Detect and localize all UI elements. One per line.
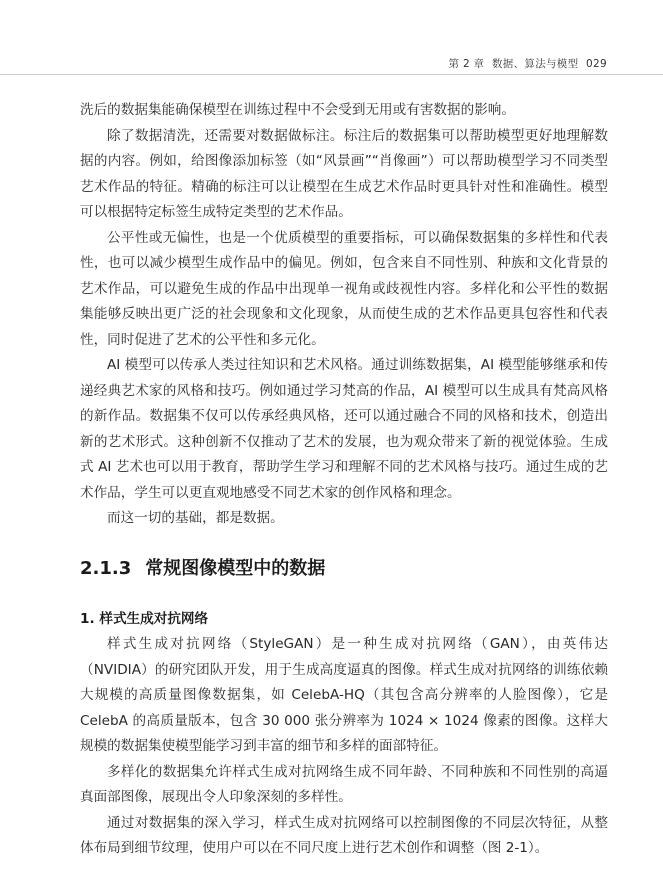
- subsection-heading: 1. 样式生成对抗网络: [80, 610, 209, 627]
- paragraph-control: 通过对数据集的深入学习，样式生成对抗网络可以控制图像的不同层次特征，从整体布局到细节纹理，使用户可以在不同尺度上进行艺术创作和调整（图 2-1）。: [80, 814, 608, 856]
- section-heading: [80, 555, 608, 583]
- paragraph-continued: 洗后的数据集能确保模型在训练过程中不会受到无用或有害数据的影响。: [80, 102, 515, 118]
- running-header: [445, 56, 608, 71]
- chapter-label: 第 2 章: [448, 58, 485, 70]
- page-body: [80, 98, 608, 862]
- section-number: 2.1.3: [80, 557, 132, 579]
- paragraph-style-inheritance: AI 模型可以传承人类过往知识和艺术风格。通过训练数据集，AI 模型能够继承和传递经典艺术家的风格和技巧。例如通过学习梵高的作品，AI 模型可以生成具有梵高风格的新作品。数据集不仅可以传承经典风格，还可以通过融合不同的风格和技术，创造出新的艺术形式。这种创新不仅推动了艺术的发展，也为观众带来了新的视觉体验。生成式 AI 艺术也可以用于教育，帮助学生学习和理解不同的艺术风格与技巧。通过生成的艺术作品，学生可以更直观地感受不同艺术家的创作风格和理念。: [80, 357, 608, 501]
- paragraph-conclusion: 而这一切的基础，都是数据。: [107, 510, 284, 526]
- header-divider: [0, 74, 663, 75]
- chapter-title: 数据、算法与模型: [492, 58, 579, 70]
- page-number: 029: [586, 58, 607, 70]
- section-title: 常规图像模型中的数据: [145, 557, 326, 579]
- paragraph-diversity: 多样化的数据集允许样式生成对抗网络生成不同年龄、不同种族和不同性别的高逼真面部图像，展现出令人印象深刻的多样性。: [80, 763, 608, 805]
- paragraph-stylegan-intro: 样式生成对抗网络（StyleGAN）是一种生成对抗网络（GAN），由英伟达（NVIDIA）的研究团队开发，用于生成高度逼真的图像。样式生成对抗网络的训练依赖大规模的高质量图像数据集，如 CelebA-HQ（其包含高分辨率的人脸图像），它是 CelebA 的高质量版本，包含 30 000 张分辨率为 1024 × 1024 像素的图像。这样大规模的数据集使模型能学习到丰富的细节和多样的面部特征。: [80, 636, 608, 754]
- paragraph-annotation: 除了数据清洗，还需要对数据做标注。标注后的数据集可以帮助模型更好地理解数据的内容。例如，给图像添加标签（如“风景画”“肖像画”）可以帮助模型学习不同类型艺术作品的特征。精确的标注可以让模型在生成艺术作品时更具针对性和准确性。模型可以根据特定标签生成特定类型的艺术作品。: [80, 127, 608, 220]
- paragraph-fairness: 公平性或无偏性，也是一个优质模型的重要指标，可以确保数据集的多样性和代表性，也可以减少模型生成作品中的偏见。例如，包含来自不同性别、种族和文化背景的艺术作品，可以避免生成的作品中出现单一视角或歧视性内容。多样化和公平性的数据集能够反映出更广泛的社会现象和文化现象，从而使生成的艺术作品更具包容性和代表性，同时促进了艺术的公平性和多元化。: [80, 229, 608, 348]
